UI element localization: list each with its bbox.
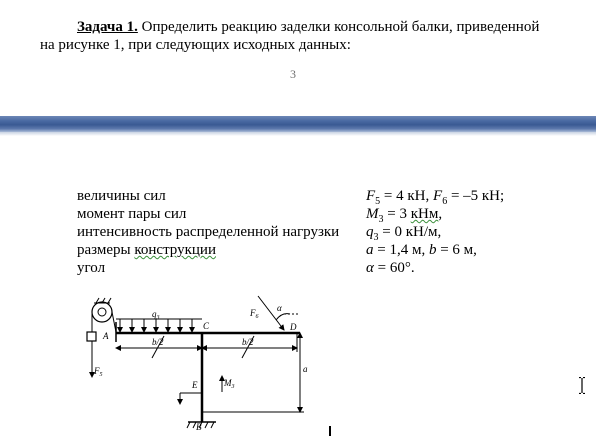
subscript: 3: [373, 232, 379, 243]
label-C: C: [203, 321, 210, 331]
label-alpha: α: [277, 303, 282, 313]
force-symbol: F: [366, 188, 376, 204]
value-text: = 60°.: [373, 260, 415, 276]
task-text-line1: Определить реакцию заделки консольной балки, приведенной: [137, 19, 540, 35]
value-text: = 3: [383, 206, 411, 222]
row-label: угол: [77, 260, 106, 276]
weight-block: [87, 332, 96, 341]
data-row-angle: [77, 260, 596, 278]
subscript: 3: [378, 214, 384, 225]
task-title-line: [77, 19, 539, 36]
load-symbol: q: [366, 224, 374, 240]
force-symbol: F: [433, 188, 443, 204]
data-row-distributed-load: [77, 224, 596, 242]
value-text: = 4 кН,: [380, 188, 434, 204]
label-B: B: [196, 422, 202, 432]
label-D: D: [290, 322, 297, 332]
data-row-forces: [77, 188, 596, 206]
label-part: размеры: [77, 242, 135, 258]
value-text: = –5 кН;: [447, 188, 505, 204]
page-number: 3: [290, 67, 296, 81]
value-text: = 0 кН/м,: [378, 224, 442, 240]
row-label: момент пары сил: [77, 206, 187, 222]
misspelled-word[interactable]: кНм: [410, 206, 439, 222]
value-text: = 1,4 м,: [373, 242, 429, 258]
misspelled-word[interactable]: конструкции: [134, 242, 216, 258]
dim-b-half-2: b/2: [242, 337, 254, 347]
dimension-symbol: a: [366, 242, 374, 258]
label-F5: $F_5$: [94, 366, 103, 378]
label-A: A: [103, 331, 109, 341]
task-text-line2: на рисунке 1, при следующих исходных данных:: [40, 37, 351, 53]
pulley-icon: [92, 302, 112, 322]
subscript: 6: [442, 196, 448, 207]
row-label: интенсивность распределенной нагрузки: [77, 224, 340, 240]
page-break-divider: [0, 116, 596, 132]
label-E: E: [192, 380, 198, 390]
row-value: [366, 242, 477, 259]
value-text: ,: [438, 206, 443, 222]
label-q: $q_3$: [152, 309, 160, 321]
dim-a: a: [303, 364, 308, 374]
dim-b-half-1: b/2: [152, 337, 164, 347]
task-label: Задача 1.: [77, 19, 138, 35]
text-cursor-icon: [578, 377, 586, 394]
text-caret: [329, 426, 331, 436]
row-label: [77, 242, 216, 259]
angle-symbol: α: [366, 260, 374, 276]
value-text: = 6 м,: [436, 242, 477, 258]
force-F6-arrow: [258, 296, 284, 330]
page-break-shadow: [0, 132, 596, 136]
data-row-dimensions: [77, 242, 596, 260]
label-M3: $M_3$: [224, 378, 235, 390]
label-F6: $F_6$: [250, 308, 259, 320]
beam-diagram: [72, 292, 322, 432]
row-value: [366, 260, 415, 277]
data-row-moment: [77, 206, 596, 224]
row-label: величины сил: [77, 188, 166, 204]
dimension-symbol: b: [428, 242, 437, 258]
moment-symbol: M: [366, 206, 379, 222]
subscript: 5: [375, 196, 381, 207]
